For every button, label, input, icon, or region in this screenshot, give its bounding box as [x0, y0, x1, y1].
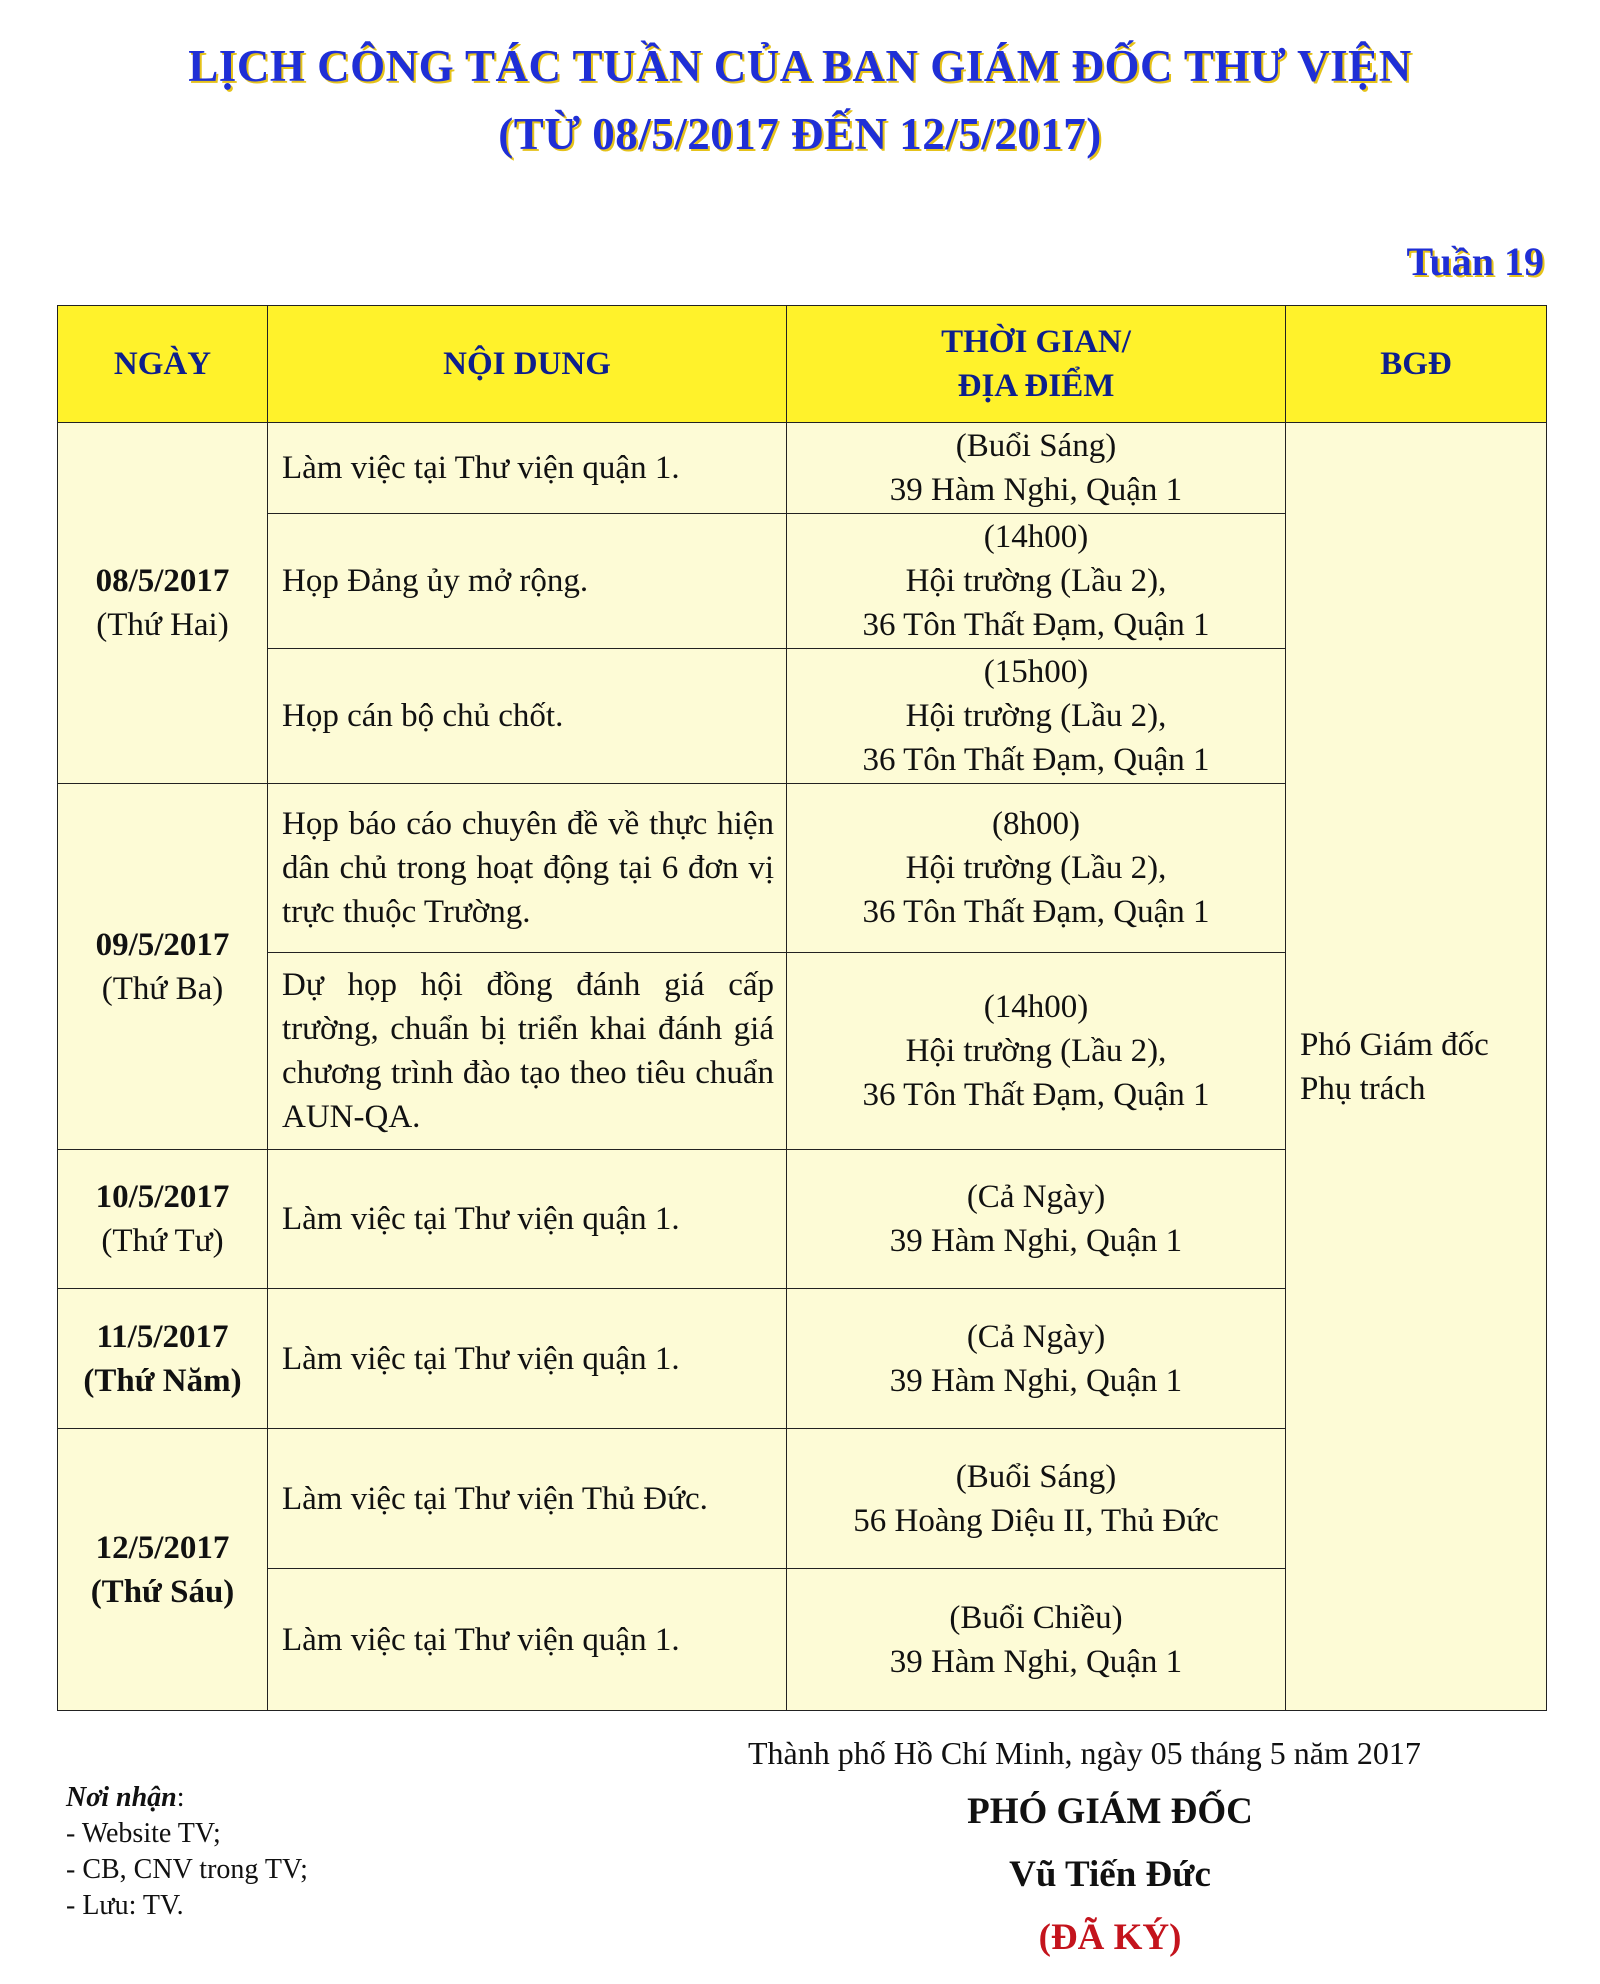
header-time-line2: ĐỊA ĐIỂM: [957, 368, 1115, 404]
time-place-cell: [787, 514, 1286, 649]
place-text: 39 Hàm Nghi, Quận 1: [889, 1223, 1183, 1259]
recipients-block: Nơi nhận: - Website TV; - CB, CNV trong TV; - Lưu: TV.: [66, 1780, 308, 1924]
city-date-line: Thành phố Hồ Chí Minh, ngày 05 tháng 5 năm 2017: [748, 1735, 1421, 1771]
day-cell-wednesday: [58, 1150, 268, 1289]
content-cell: Làm việc tại Thư viện quận 1.: [268, 1289, 787, 1429]
table-row: [58, 423, 1547, 514]
page-title: LỊCH CÔNG TÁC TUẦN CỦA BAN GIÁM ĐỐC THƯ VIỆN: [188, 41, 1412, 91]
place-text: Hội trường (Lầu 2),: [905, 563, 1167, 599]
day-date: 12/5/2017: [95, 1529, 230, 1566]
place-text: Hội trường (Lầu 2),: [905, 698, 1167, 734]
day-name: (Thứ Sáu): [90, 1573, 235, 1610]
signer-role: PHÓ GIÁM ĐỐC: [967, 1791, 1253, 1832]
day-cell-thursday: [58, 1289, 268, 1429]
place-address: 36 Tôn Thất Đạm, Quận 1: [862, 1077, 1210, 1113]
day-date: 10/5/2017: [95, 1179, 230, 1215]
time-text: (Cả Ngày): [966, 1179, 1106, 1215]
header-time-line1: THỜI GIAN/: [941, 324, 1131, 360]
time-text: (14h00): [983, 989, 1089, 1025]
content-cell: Làm việc tại Thư viện Thủ Đức.: [268, 1429, 787, 1569]
time-place-cell: [787, 953, 1286, 1150]
content-cell: Dự họp hội đồng đánh giá cấp trường, chuẩn bị triển khai đánh giá chương trình đào tạo theo tiêu chuẩn AUN-QA.: [268, 953, 787, 1150]
time-place-cell: [787, 423, 1286, 514]
time-text: (Cả Ngày): [966, 1318, 1106, 1355]
header-bgd: BGĐ: [1286, 306, 1547, 423]
time-text: (15h00): [983, 654, 1089, 690]
place-text: 56 Hoàng Diệu II, Thủ Đức: [853, 1502, 1219, 1539]
time-place-cell: [787, 1150, 1286, 1289]
header-time-place: [787, 306, 1286, 423]
day-name: (Thứ Hai): [96, 607, 229, 643]
time-place-cell: [787, 1429, 1286, 1569]
content-cell: Làm việc tại Thư viện quận 1.: [268, 1569, 787, 1711]
signature-block: [960, 1790, 1260, 1959]
table-header-row: [58, 306, 1547, 423]
time-text: (Buổi Sáng): [955, 1458, 1117, 1495]
day-name: (Thứ Tư): [101, 1223, 224, 1259]
time-text: (Buổi Sáng): [955, 428, 1117, 464]
page-subtitle-date-range: (TỪ 08/5/2017 ĐẾN 12/5/2017): [498, 109, 1102, 159]
schedule-table: [57, 305, 1547, 1711]
time-text: (Buổi Chiều): [949, 1599, 1123, 1636]
recipient-item: - Lưu: TV.: [66, 1890, 184, 1921]
time-place-cell: [787, 649, 1286, 784]
day-cell-monday: [58, 423, 268, 784]
day-date: 09/5/2017: [95, 926, 230, 963]
day-date: 08/5/2017: [95, 563, 230, 599]
place-address: 36 Tôn Thất Đạm, Quận 1: [862, 742, 1210, 778]
place-text: 39 Hàm Nghi, Quận 1: [889, 1643, 1183, 1680]
time-place-cell: [787, 1289, 1286, 1429]
time-place-cell: [787, 1569, 1286, 1711]
week-number: Tuần 19: [1406, 239, 1544, 284]
content-cell: Họp báo cáo chuyên đề về thực hiện dân chủ trong hoạt động tại 6 đơn vị trực thuộc Trường.: [268, 784, 787, 953]
content-cell: Họp Đảng ủy mở rộng.: [268, 514, 787, 649]
bgd-line1: Phó Giám đốc: [1300, 1026, 1489, 1063]
day-cell-friday: [58, 1429, 268, 1711]
header-day: NGÀY: [58, 306, 268, 423]
day-name: (Thứ Ba): [101, 970, 224, 1007]
time-text: (14h00): [983, 519, 1089, 555]
bgd-cell: [1286, 423, 1547, 1711]
recipients-label: Nơi nhận: [66, 1782, 177, 1813]
place-address: 36 Tôn Thất Đạm, Quận 1: [862, 607, 1210, 643]
time-text: (8h00): [992, 806, 1080, 842]
day-name: (Thứ Năm): [83, 1362, 242, 1399]
place-address: 36 Tôn Thất Đạm, Quận 1: [862, 894, 1210, 930]
recipient-item: - CB, CNV trong TV;: [66, 1854, 308, 1885]
day-cell-tuesday: [58, 784, 268, 1150]
signer-name: Vũ Tiến Đức: [1009, 1854, 1211, 1895]
place-text: 39 Hàm Nghi, Quận 1: [889, 1362, 1183, 1399]
bgd-line2: Phụ trách: [1300, 1070, 1426, 1107]
place-text: Hội trường (Lầu 2),: [905, 1033, 1167, 1069]
content-cell: Làm việc tại Thư viện quận 1.: [268, 1150, 787, 1289]
header-content: NỘI DUNG: [268, 306, 787, 423]
place-text: Hội trường (Lầu 2),: [905, 850, 1167, 886]
content-cell: Làm việc tại Thư viện quận 1.: [268, 423, 787, 514]
recipient-item: - Website TV;: [66, 1818, 221, 1849]
content-cell: Họp cán bộ chủ chốt.: [268, 649, 787, 784]
signed-mark: (ĐÃ KÝ): [1038, 1917, 1182, 1958]
place-text: 39 Hàm Nghi, Quận 1: [889, 472, 1183, 508]
time-place-cell: [787, 784, 1286, 953]
day-date: 11/5/2017: [96, 1318, 229, 1355]
